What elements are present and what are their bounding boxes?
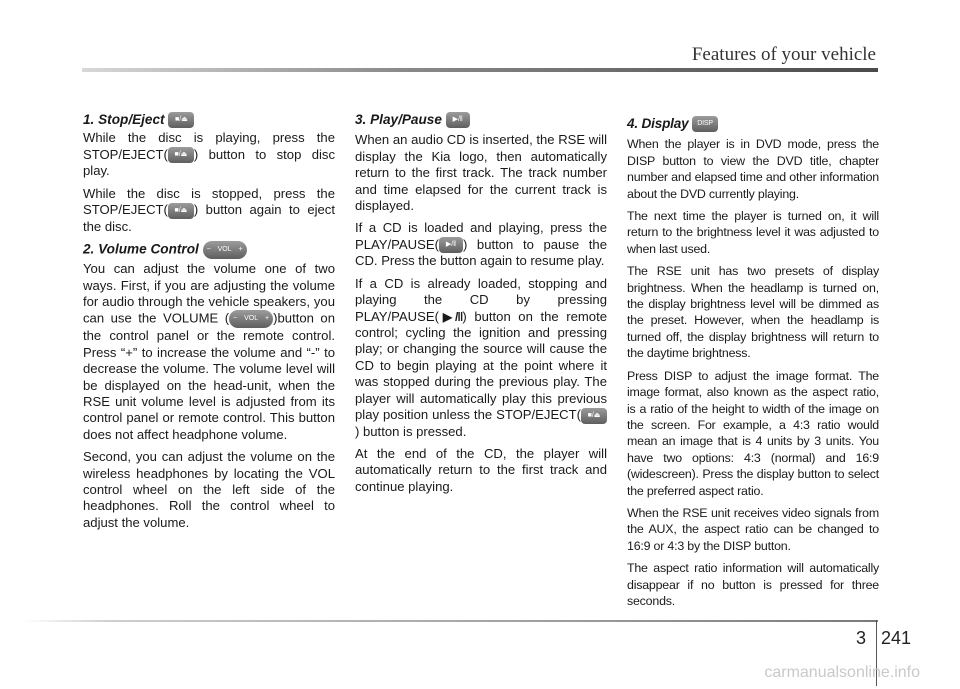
heading-play-pause <box>355 112 607 128</box>
heading-stop-eject-text: 1. Stop/Eject <box>83 112 165 127</box>
paragraph-cd-inserted: When an audio CD is inserted, the RSE will display the Kia logo, then automatically return to the first track. The track number and time elapsed for the current track is displayed. <box>355 132 607 214</box>
stop-eject-icon: ■/⏏ <box>168 147 194 163</box>
play-pause-icon: ▶/ǁ <box>439 237 463 253</box>
paragraph-text: ) button to pause the CD. Press the button again to resume play. <box>355 236 607 269</box>
header-title: Features of your vehicle <box>691 44 876 65</box>
stop-eject-icon: ■/⏏ <box>168 112 194 128</box>
paragraph-pause <box>355 220 607 269</box>
paragraph-text: You can adjust the volume one of two ways. First, if you are adjusting the volume for audio through the vehicle speakers, you can use the VOLUME ( <box>83 261 335 326</box>
paragraph-resume <box>355 276 607 440</box>
page-number: 241 <box>881 628 912 648</box>
volume-plus-glyph: + <box>265 315 270 323</box>
disp-icon: DISP <box>692 116 718 132</box>
play-pause-icon: ▶/ǁ <box>446 112 470 128</box>
volume-label-glyph: VOL <box>244 315 259 323</box>
paragraph-volume-headphones: Second, you can adjust the volume on the wireless headphones by locating the VOL control wheel on the left side of the headphones. Roll the control wheel to adjust the volume. <box>83 449 335 530</box>
footer-rule <box>22 620 878 622</box>
heading-play-pause-text: 3. Play/Pause <box>355 112 442 127</box>
volume-icon <box>203 241 247 259</box>
volume-minus-glyph: − <box>233 315 238 323</box>
column-1 <box>83 112 335 537</box>
paragraph-text: If a CD is loaded and playing, press the PLAY/PAUSE( <box>355 220 607 252</box>
heading-volume-text: 2. Volume Control <box>83 241 199 257</box>
heading-display <box>627 116 879 132</box>
volume-label-glyph: VOL <box>217 246 232 254</box>
paragraph-stop <box>83 130 335 179</box>
paragraph-text: ) button again to eject the disc. <box>83 202 335 234</box>
paragraph-image-format: Press DISP to adjust the image format. The image format, also known as the aspect ratio, is a ratio of the height to width of the image on the screen. For example, a 4:3 ratio would mean an image that is 4 units by 3 units. You have two options: 4:3 (normal) and 16:9 (widescreen). Press the display button to select the preferred aspect ratio. <box>627 368 879 498</box>
header-rule <box>82 68 878 72</box>
heading-volume-control <box>83 241 335 259</box>
volume-plus-glyph: + <box>238 246 243 254</box>
paragraph-brightness-memory: The next time the player is turned on, it will return to the brightness level it was adjusted to when last used. <box>627 209 879 256</box>
paragraph-text: ) button to stop disc play. <box>83 146 335 179</box>
volume-minus-glyph: − <box>206 246 211 254</box>
paragraph-volume-speakers <box>83 261 335 443</box>
paragraph-text: While the disc is playing, press the STOP/EJECT( <box>83 130 335 162</box>
paragraph-end-of-cd: At the end of the CD, the player will automatically return to the first track and continue playing. <box>355 446 607 494</box>
paragraph-text: )button on the control panel or the remote control. Press “+” to increase the volume and “-” to decrease the volume. The volume level will be displayed on the head-unit, when the RSE unit volume level is adjusted from its control panel or remote control. This button does not affect headphone volume. <box>83 310 336 442</box>
stop-eject-icon: ■/⏏ <box>168 203 194 219</box>
heading-stop-eject <box>83 112 335 128</box>
paragraph-aspect-timeout: The aspect ratio information will automatically disappear if no button is pressed for three seconds. <box>627 561 879 608</box>
volume-icon <box>229 310 273 328</box>
paragraph-eject <box>83 186 335 235</box>
play-pause-glyph: ▶/‖ <box>438 309 463 324</box>
heading-display-text: 4. Display <box>627 116 689 131</box>
paragraph-display-info: When the player is in DVD mode, press the DISP button to view the DVD title, chapter number and elapsed time and other information about the DVD currently playing. <box>627 137 879 201</box>
paragraph-aux-aspect: When the RSE unit receives video signals from the AUX, the aspect ratio can be changed to 16:9 or 4:3 by the DISP button. <box>627 505 879 553</box>
paragraph-text: ) button is pressed. <box>355 423 467 439</box>
column-3 <box>627 112 879 615</box>
paragraph-brightness-presets: The RSE unit has two presets of display brightness. When the headlamp is turned on, the display brightness level will be dimmed as the preset. However, when the headlamp is turned off, the display brightness will return to the daytime brightness. <box>627 264 879 361</box>
paragraph-text: While the disc is stopped, press the STOP/EJECT( <box>83 185 335 218</box>
watermark: carmanualsonline.info <box>764 664 920 681</box>
paragraph-text: ) button on the remote control; cycling the ignition and pressing play; or changing the source will cause the CD to begin playing at the point where it was stopped during the previous play. The player will automatically play this previous play position unless the STOP/EJECT( <box>355 308 607 423</box>
column-2 <box>355 112 607 501</box>
stop-eject-icon: ■/⏏ <box>581 408 607 424</box>
paragraph-text: If a CD is already loaded, stopping and playing the CD by pressing PLAY/PAUSE( <box>355 275 607 324</box>
page-chapter: 3 <box>856 628 867 648</box>
